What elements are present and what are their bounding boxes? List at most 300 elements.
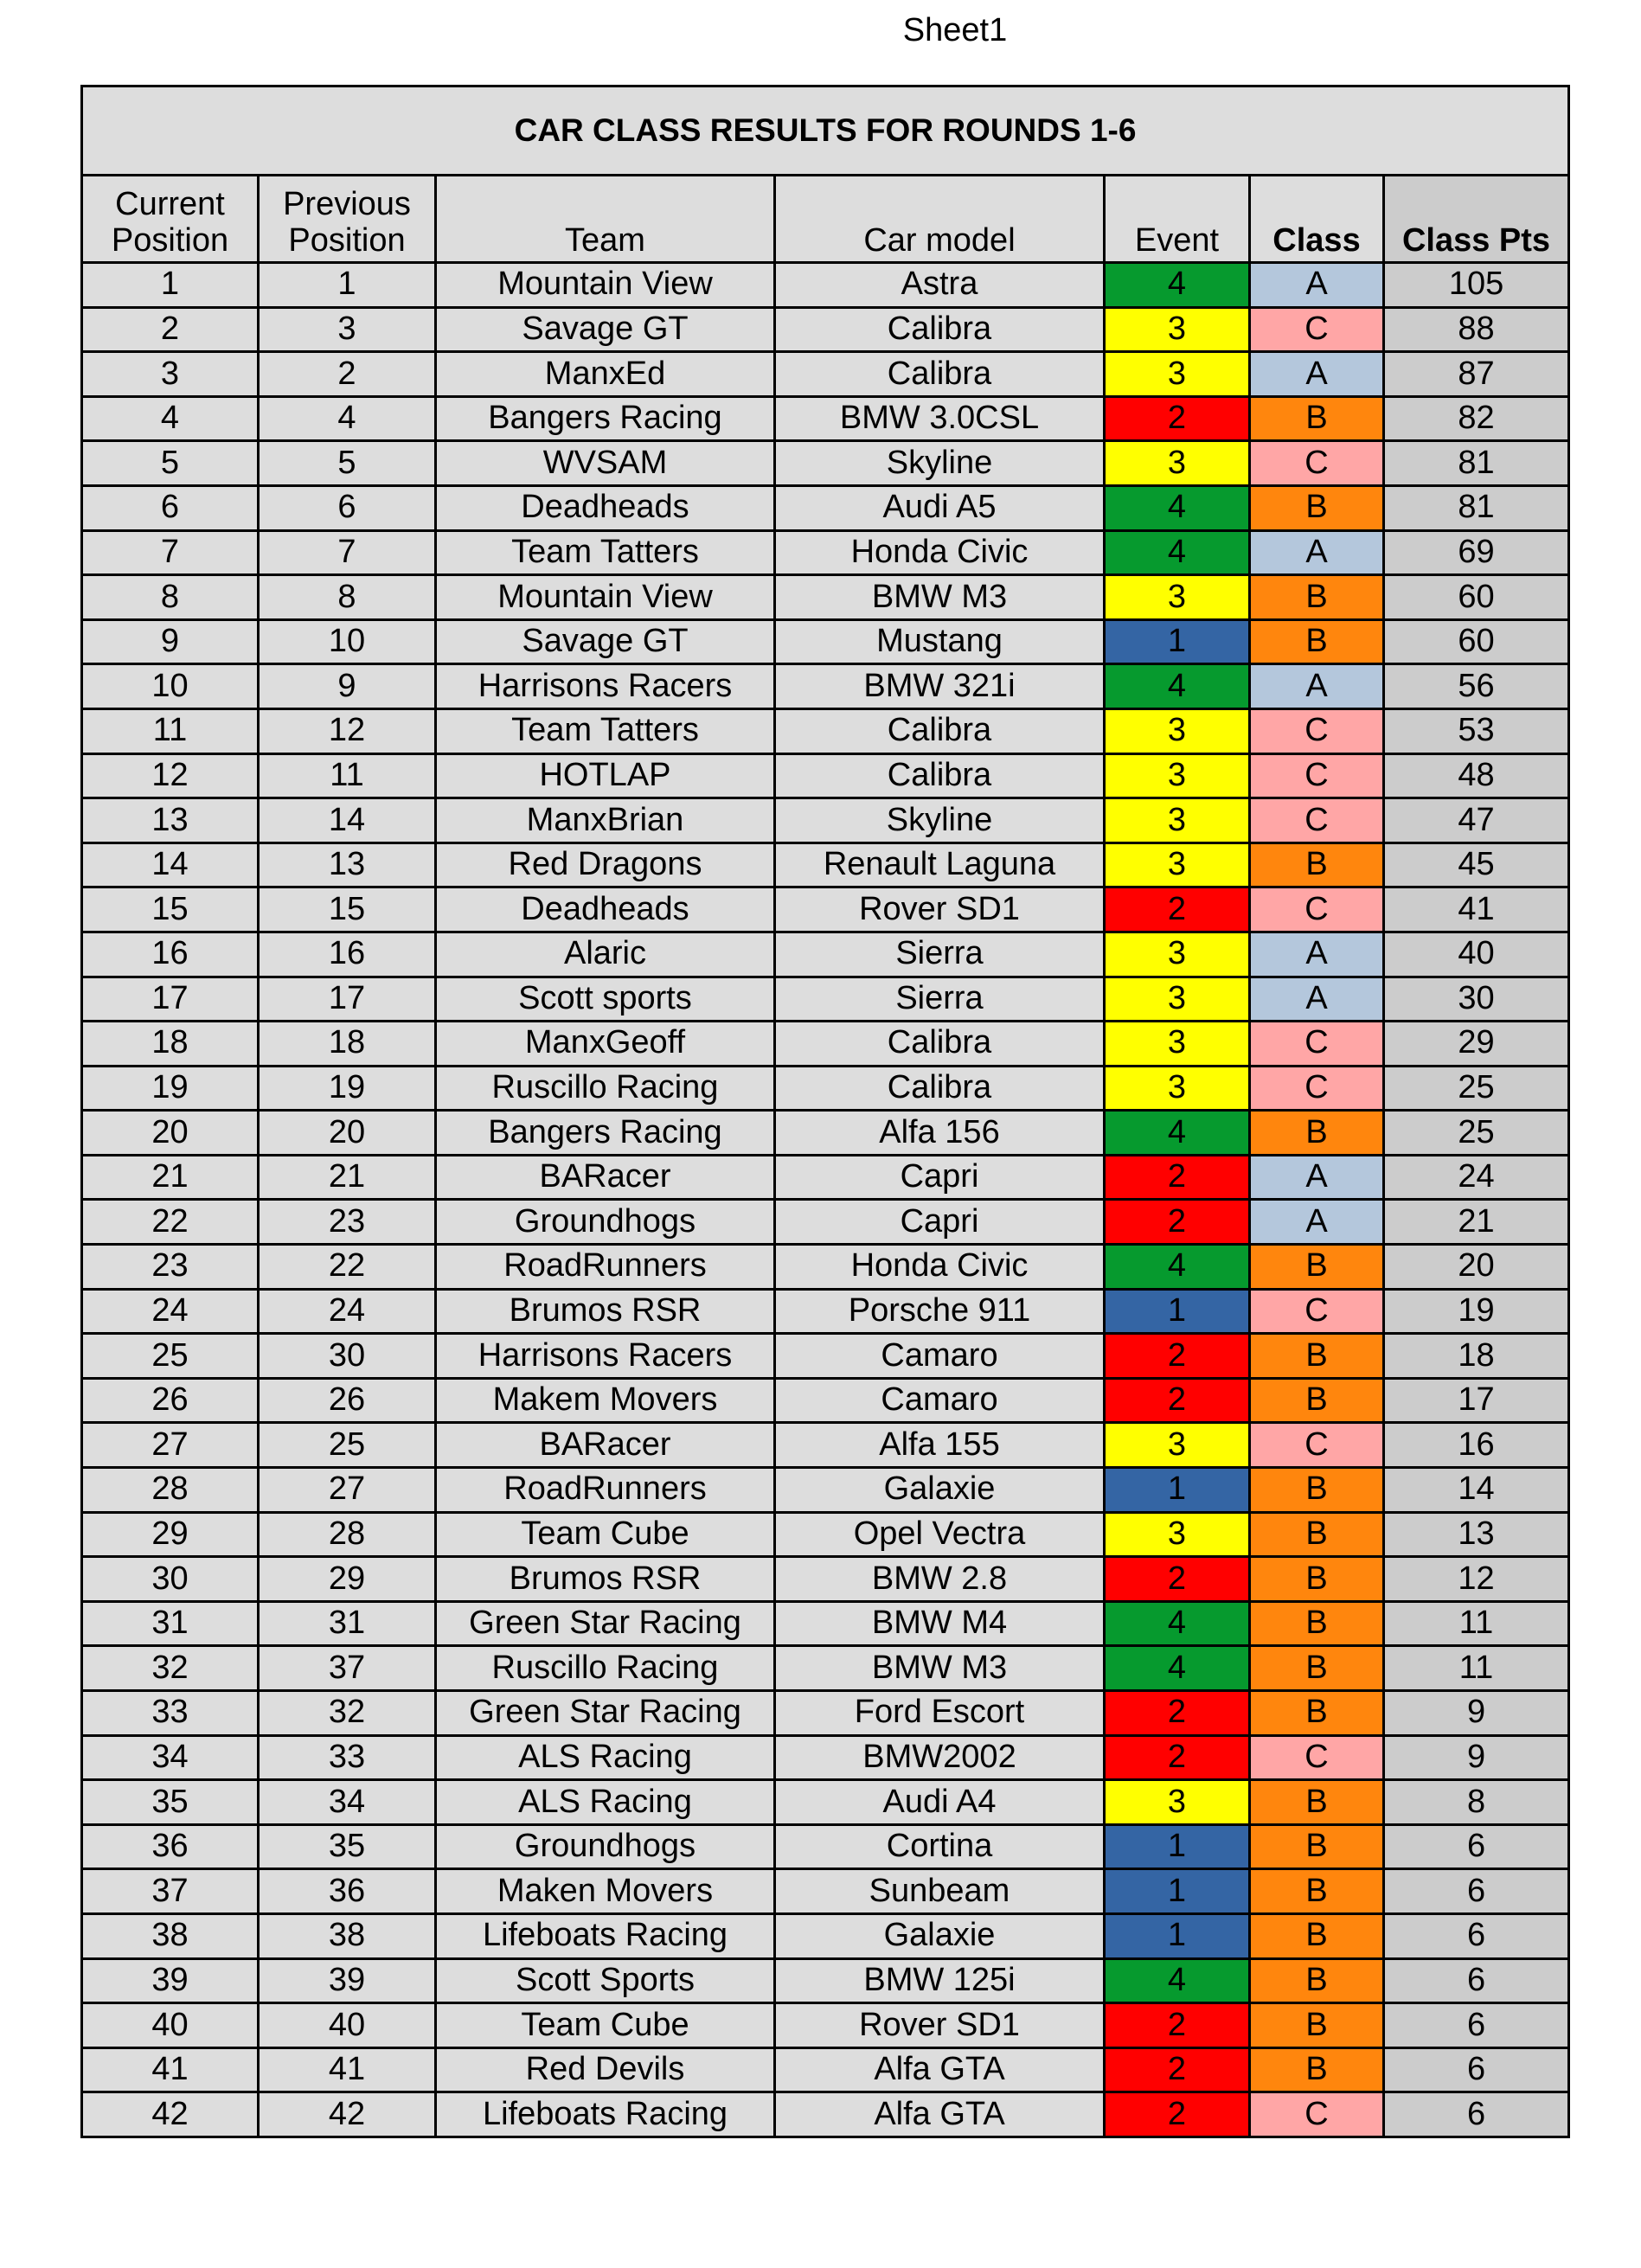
header-team: Team [436, 176, 775, 263]
cell-class: A [1250, 932, 1384, 977]
cell-team: Bangers Racing [436, 1111, 775, 1156]
cell-class: B [1250, 1958, 1384, 2003]
cell-class: C [1250, 2092, 1384, 2137]
cell-previous-position: 17 [259, 977, 436, 1022]
cell-class-pts: 6 [1384, 1869, 1569, 1914]
cell-current-position: 29 [82, 1512, 259, 1557]
cell-car-model: Alfa 155 [775, 1423, 1105, 1468]
cell-class-pts: 6 [1384, 1913, 1569, 1958]
cell-class-pts: 60 [1384, 619, 1569, 664]
cell-previous-position: 2 [259, 352, 436, 397]
cell-event: 2 [1105, 1557, 1250, 1602]
cell-current-position: 38 [82, 1913, 259, 1958]
cell-class: A [1250, 530, 1384, 575]
cell-team: Ruscillo Racing [436, 1066, 775, 1111]
cell-class: B [1250, 575, 1384, 620]
cell-previous-position: 35 [259, 1824, 436, 1869]
cell-event: 3 [1105, 798, 1250, 843]
cell-class: C [1250, 441, 1384, 486]
cell-current-position: 3 [82, 352, 259, 397]
table-row [82, 530, 1569, 575]
header-event: Event [1105, 176, 1250, 263]
table-row [82, 1646, 1569, 1691]
cell-team: Ruscillo Racing [436, 1646, 775, 1691]
cell-car-model: BMW M3 [775, 1646, 1105, 1691]
cell-class: B [1250, 1780, 1384, 1825]
cell-previous-position: 36 [259, 1869, 436, 1914]
cell-current-position: 31 [82, 1601, 259, 1646]
cell-team: Red Dragons [436, 842, 775, 887]
cell-car-model: Opel Vectra [775, 1512, 1105, 1557]
table-row [82, 396, 1569, 441]
cell-class-pts: 13 [1384, 1512, 1569, 1557]
cell-team: Mountain View [436, 263, 775, 308]
cell-event: 4 [1105, 1646, 1250, 1691]
cell-previous-position: 40 [259, 2003, 436, 2048]
cell-event: 2 [1105, 1200, 1250, 1245]
cell-event: 4 [1105, 530, 1250, 575]
cell-car-model: Cortina [775, 1824, 1105, 1869]
cell-team: Brumos RSR [436, 1289, 775, 1334]
cell-previous-position: 6 [259, 485, 436, 530]
header-text: Position [288, 222, 406, 259]
cell-event: 1 [1105, 1468, 1250, 1513]
table-row [82, 1913, 1569, 1958]
cell-current-position: 21 [82, 1155, 259, 1200]
cell-car-model: Audi A4 [775, 1780, 1105, 1825]
cell-current-position: 37 [82, 1869, 259, 1914]
cell-event: 1 [1105, 619, 1250, 664]
table-row [82, 1557, 1569, 1602]
cell-car-model: BMW2002 [775, 1735, 1105, 1780]
cell-previous-position: 31 [259, 1601, 436, 1646]
cell-class-pts: 6 [1384, 1958, 1569, 2003]
cell-team: Team Cube [436, 2003, 775, 2048]
cell-event: 1 [1105, 1869, 1250, 1914]
cell-car-model: BMW M4 [775, 1601, 1105, 1646]
cell-previous-position: 16 [259, 932, 436, 977]
cell-car-model: Mustang [775, 619, 1105, 664]
cell-event: 2 [1105, 2003, 1250, 2048]
header-class-pts: Class Pts [1384, 176, 1569, 263]
cell-previous-position: 25 [259, 1423, 436, 1468]
cell-team: ManxGeoff [436, 1022, 775, 1067]
cell-class: C [1250, 307, 1384, 352]
cell-current-position: 30 [82, 1557, 259, 1602]
cell-class-pts: 81 [1384, 441, 1569, 486]
cell-team: RoadRunners [436, 1245, 775, 1290]
cell-event: 2 [1105, 1155, 1250, 1200]
cell-event: 2 [1105, 1735, 1250, 1780]
header-text: Previous [283, 186, 411, 223]
cell-previous-position: 20 [259, 1111, 436, 1156]
cell-team: Lifeboats Racing [436, 1913, 775, 1958]
table-row [82, 842, 1569, 887]
cell-class: B [1250, 1378, 1384, 1423]
cell-car-model: Honda Civic [775, 530, 1105, 575]
cell-class-pts: 12 [1384, 1557, 1569, 1602]
cell-current-position: 1 [82, 263, 259, 308]
cell-team: Groundhogs [436, 1200, 775, 1245]
cell-team: Harrisons Racers [436, 664, 775, 709]
table-row [82, 708, 1569, 753]
cell-class-pts: 81 [1384, 485, 1569, 530]
cell-class: B [1250, 1869, 1384, 1914]
cell-event: 2 [1105, 1334, 1250, 1379]
table-row [82, 2047, 1569, 2092]
sheet-title: Sheet1 [902, 12, 1008, 48]
cell-class: B [1250, 1691, 1384, 1736]
cell-class: B [1250, 619, 1384, 664]
cell-class: A [1250, 1155, 1384, 1200]
table-row [82, 664, 1569, 709]
cell-previous-position: 37 [259, 1646, 436, 1691]
cell-event: 3 [1105, 352, 1250, 397]
cell-team: Savage GT [436, 619, 775, 664]
cell-current-position: 8 [82, 575, 259, 620]
cell-class-pts: 11 [1384, 1646, 1569, 1691]
cell-class-pts: 48 [1384, 753, 1569, 798]
cell-previous-position: 29 [259, 1557, 436, 1602]
table-row [82, 1200, 1569, 1245]
cell-class: B [1250, 1824, 1384, 1869]
table-row [82, 977, 1569, 1022]
cell-event: 2 [1105, 1691, 1250, 1736]
cell-team: Lifeboats Racing [436, 2092, 775, 2137]
cell-previous-position: 7 [259, 530, 436, 575]
cell-event: 1 [1105, 1289, 1250, 1334]
cell-current-position: 25 [82, 1334, 259, 1379]
cell-current-position: 13 [82, 798, 259, 843]
table-row [82, 1022, 1569, 1067]
cell-previous-position: 15 [259, 887, 436, 932]
cell-car-model: Audi A5 [775, 485, 1105, 530]
cell-class: B [1250, 1913, 1384, 1958]
cell-team: Maken Movers [436, 1869, 775, 1914]
cell-class-pts: 11 [1384, 1601, 1569, 1646]
cell-class-pts: 45 [1384, 842, 1569, 887]
cell-class-pts: 88 [1384, 307, 1569, 352]
cell-previous-position: 34 [259, 1780, 436, 1825]
cell-current-position: 6 [82, 485, 259, 530]
cell-class-pts: 20 [1384, 1245, 1569, 1290]
cell-car-model: BMW 125i [775, 1958, 1105, 2003]
cell-class: B [1250, 2047, 1384, 2092]
cell-class-pts: 82 [1384, 396, 1569, 441]
cell-previous-position: 10 [259, 619, 436, 664]
cell-class: A [1250, 977, 1384, 1022]
cell-class: C [1250, 1022, 1384, 1067]
cell-team: Deadheads [436, 887, 775, 932]
cell-event: 2 [1105, 887, 1250, 932]
table-row [82, 932, 1569, 977]
cell-car-model: Skyline [775, 798, 1105, 843]
cell-car-model: Calibra [775, 352, 1105, 397]
cell-car-model: Camaro [775, 1334, 1105, 1379]
cell-current-position: 18 [82, 1022, 259, 1067]
cell-class-pts: 69 [1384, 530, 1569, 575]
table-row [82, 1423, 1569, 1468]
cell-car-model: Galaxie [775, 1468, 1105, 1513]
cell-car-model: BMW 321i [775, 664, 1105, 709]
cell-current-position: 11 [82, 708, 259, 753]
cell-class-pts: 29 [1384, 1022, 1569, 1067]
table-row [82, 1869, 1569, 1914]
cell-previous-position: 30 [259, 1334, 436, 1379]
cell-current-position: 35 [82, 1780, 259, 1825]
cell-event: 3 [1105, 1512, 1250, 1557]
cell-current-position: 33 [82, 1691, 259, 1736]
cell-class: C [1250, 1735, 1384, 1780]
table-title: CAR CLASS RESULTS FOR ROUNDS 1-6 [82, 86, 1569, 176]
cell-current-position: 39 [82, 1958, 259, 2003]
table-row [82, 1111, 1569, 1156]
cell-event: 3 [1105, 575, 1250, 620]
cell-class-pts: 6 [1384, 1824, 1569, 1869]
cell-class: C [1250, 887, 1384, 932]
cell-team: BARacer [436, 1155, 775, 1200]
table-row [82, 2003, 1569, 2048]
cell-car-model: Porsche 911 [775, 1289, 1105, 1334]
cell-class-pts: 17 [1384, 1378, 1569, 1423]
table-row [82, 1378, 1569, 1423]
cell-event: 3 [1105, 1022, 1250, 1067]
cell-previous-position: 13 [259, 842, 436, 887]
cell-event: 1 [1105, 1913, 1250, 1958]
cell-class: C [1250, 1423, 1384, 1468]
table-row [82, 1334, 1569, 1379]
cell-previous-position: 42 [259, 2092, 436, 2137]
cell-team: Alaric [436, 932, 775, 977]
table-row [82, 1958, 1569, 2003]
cell-current-position: 16 [82, 932, 259, 977]
cell-current-position: 7 [82, 530, 259, 575]
cell-event: 4 [1105, 263, 1250, 308]
cell-current-position: 41 [82, 2047, 259, 2092]
cell-previous-position: 24 [259, 1289, 436, 1334]
table-row [82, 1245, 1569, 1290]
cell-event: 3 [1105, 977, 1250, 1022]
cell-event: 2 [1105, 396, 1250, 441]
cell-current-position: 2 [82, 307, 259, 352]
cell-car-model: Skyline [775, 441, 1105, 486]
cell-event: 3 [1105, 1780, 1250, 1825]
cell-team: Team Tatters [436, 708, 775, 753]
cell-event: 4 [1105, 1601, 1250, 1646]
cell-car-model: Ford Escort [775, 1691, 1105, 1736]
header-class: Class [1250, 176, 1384, 263]
cell-current-position: 19 [82, 1066, 259, 1111]
table-row [82, 575, 1569, 620]
cell-current-position: 22 [82, 1200, 259, 1245]
cell-car-model: Rover SD1 [775, 887, 1105, 932]
cell-team: Green Star Racing [436, 1691, 775, 1736]
cell-event: 3 [1105, 1066, 1250, 1111]
cell-event: 4 [1105, 485, 1250, 530]
cell-class: B [1250, 1111, 1384, 1156]
cell-car-model: Honda Civic [775, 1245, 1105, 1290]
cell-event: 3 [1105, 1423, 1250, 1468]
cell-class: A [1250, 664, 1384, 709]
cell-car-model: Camaro [775, 1378, 1105, 1423]
cell-current-position: 34 [82, 1735, 259, 1780]
cell-team: ManxEd [436, 352, 775, 397]
cell-class-pts: 87 [1384, 352, 1569, 397]
cell-previous-position: 3 [259, 307, 436, 352]
cell-class-pts: 16 [1384, 1423, 1569, 1468]
cell-event: 4 [1105, 1111, 1250, 1156]
cell-current-position: 4 [82, 396, 259, 441]
table-row [82, 1824, 1569, 1869]
cell-class: C [1250, 1289, 1384, 1334]
cell-current-position: 15 [82, 887, 259, 932]
cell-class: B [1250, 485, 1384, 530]
cell-car-model: Rover SD1 [775, 2003, 1105, 2048]
cell-class: B [1250, 1245, 1384, 1290]
cell-previous-position: 11 [259, 753, 436, 798]
cell-current-position: 36 [82, 1824, 259, 1869]
table-row [82, 1512, 1569, 1557]
cell-current-position: 24 [82, 1289, 259, 1334]
cell-car-model: Calibra [775, 1066, 1105, 1111]
table-row [82, 1155, 1569, 1200]
cell-team: ALS Racing [436, 1735, 775, 1780]
table-row [82, 1601, 1569, 1646]
cell-class: B [1250, 1601, 1384, 1646]
table-row [82, 1066, 1569, 1111]
cell-class-pts: 30 [1384, 977, 1569, 1022]
cell-current-position: 32 [82, 1646, 259, 1691]
cell-car-model: Capri [775, 1200, 1105, 1245]
cell-class-pts: 6 [1384, 2003, 1569, 2048]
cell-team: Team Tatters [436, 530, 775, 575]
cell-previous-position: 22 [259, 1245, 436, 1290]
cell-current-position: 23 [82, 1245, 259, 1290]
cell-class: C [1250, 1066, 1384, 1111]
cell-current-position: 40 [82, 2003, 259, 2048]
cell-class-pts: 25 [1384, 1111, 1569, 1156]
cell-class: B [1250, 2003, 1384, 2048]
cell-class: A [1250, 263, 1384, 308]
table-row [82, 2092, 1569, 2137]
table-row [82, 263, 1569, 308]
cell-previous-position: 32 [259, 1691, 436, 1736]
cell-event: 2 [1105, 2092, 1250, 2137]
cell-event: 1 [1105, 1824, 1250, 1869]
header-text: Position [111, 222, 229, 259]
cell-class-pts: 19 [1384, 1289, 1569, 1334]
cell-event: 2 [1105, 2047, 1250, 2092]
cell-team: Bangers Racing [436, 396, 775, 441]
cell-car-model: Sunbeam [775, 1869, 1105, 1914]
cell-event: 3 [1105, 932, 1250, 977]
cell-class-pts: 14 [1384, 1468, 1569, 1513]
table-row [82, 307, 1569, 352]
cell-class: C [1250, 753, 1384, 798]
header-previous-position [259, 176, 436, 263]
cell-current-position: 27 [82, 1423, 259, 1468]
cell-event: 3 [1105, 307, 1250, 352]
cell-class: C [1250, 798, 1384, 843]
cell-previous-position: 38 [259, 1913, 436, 1958]
cell-current-position: 14 [82, 842, 259, 887]
cell-current-position: 20 [82, 1111, 259, 1156]
cell-class: B [1250, 1468, 1384, 1513]
cell-previous-position: 9 [259, 664, 436, 709]
cell-team: Scott Sports [436, 1958, 775, 2003]
cell-event: 4 [1105, 1245, 1250, 1290]
cell-previous-position: 1 [259, 263, 436, 308]
cell-car-model: Renault Laguna [775, 842, 1105, 887]
table-row [82, 1289, 1569, 1334]
cell-previous-position: 21 [259, 1155, 436, 1200]
cell-previous-position: 14 [259, 798, 436, 843]
cell-class-pts: 105 [1384, 263, 1569, 308]
cell-class-pts: 24 [1384, 1155, 1569, 1200]
cell-class: B [1250, 842, 1384, 887]
cell-team: Green Star Racing [436, 1601, 775, 1646]
cell-previous-position: 4 [259, 396, 436, 441]
cell-class: B [1250, 1557, 1384, 1602]
table-row [82, 352, 1569, 397]
cell-event: 3 [1105, 842, 1250, 887]
cell-team: HOTLAP [436, 753, 775, 798]
cell-current-position: 28 [82, 1468, 259, 1513]
cell-previous-position: 8 [259, 575, 436, 620]
cell-car-model: BMW 2.8 [775, 1557, 1105, 1602]
cell-team: Savage GT [436, 307, 775, 352]
cell-team: Scott sports [436, 977, 775, 1022]
table-row [82, 441, 1569, 486]
cell-current-position: 26 [82, 1378, 259, 1423]
cell-class-pts: 41 [1384, 887, 1569, 932]
cell-team: BARacer [436, 1423, 775, 1468]
cell-class-pts: 21 [1384, 1200, 1569, 1245]
cell-event: 2 [1105, 1378, 1250, 1423]
cell-event: 3 [1105, 753, 1250, 798]
cell-class-pts: 53 [1384, 708, 1569, 753]
cell-event: 3 [1105, 441, 1250, 486]
table-row [82, 1735, 1569, 1780]
cell-team: ManxBrian [436, 798, 775, 843]
cell-current-position: 9 [82, 619, 259, 664]
cell-team: Team Cube [436, 1512, 775, 1557]
cell-car-model: Sierra [775, 932, 1105, 977]
header-text: Current [115, 186, 225, 223]
cell-class-pts: 60 [1384, 575, 1569, 620]
table-row [82, 1468, 1569, 1513]
table-row [82, 753, 1569, 798]
cell-car-model: Alfa GTA [775, 2092, 1105, 2137]
cell-team: Groundhogs [436, 1824, 775, 1869]
cell-car-model: Alfa GTA [775, 2047, 1105, 2092]
cell-previous-position: 28 [259, 1512, 436, 1557]
cell-team: Deadheads [436, 485, 775, 530]
cell-car-model: Astra [775, 263, 1105, 308]
cell-class: B [1250, 1334, 1384, 1379]
cell-current-position: 42 [82, 2092, 259, 2137]
cell-current-position: 10 [82, 664, 259, 709]
cell-class-pts: 56 [1384, 664, 1569, 709]
cell-car-model: Calibra [775, 1022, 1105, 1067]
cell-team: ALS Racing [436, 1780, 775, 1825]
table-row [82, 619, 1569, 664]
cell-team: Brumos RSR [436, 1557, 775, 1602]
cell-car-model: Galaxie [775, 1913, 1105, 1958]
table-row [82, 887, 1569, 932]
cell-car-model: Calibra [775, 307, 1105, 352]
header-car-model: Car model [775, 176, 1105, 263]
